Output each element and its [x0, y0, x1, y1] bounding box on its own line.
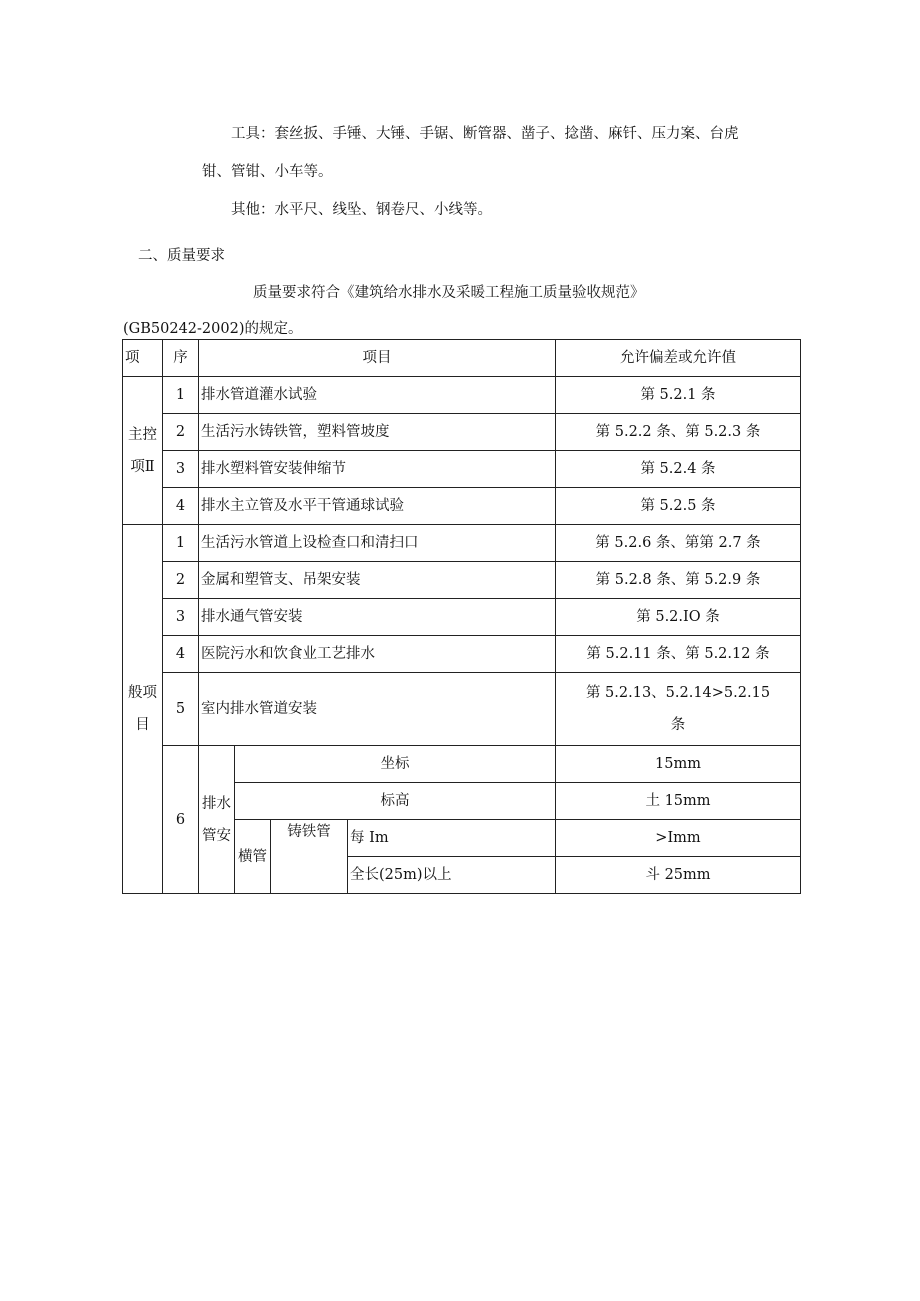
per-meter-label: 每 Im — [348, 820, 556, 857]
seq-cell: 2 — [163, 562, 199, 599]
header-category: 项 — [123, 340, 163, 377]
table-row — [123, 525, 801, 562]
seq-cell: 4 — [163, 488, 199, 525]
item-cell: 医院污水和饮食业工艺排水 — [199, 636, 556, 673]
seq-cell: 1 — [163, 525, 199, 562]
elevation-value: 土 15mm — [556, 783, 801, 820]
table-row — [123, 414, 801, 451]
coordinate-label: 坐标 — [235, 746, 556, 783]
item-cell: 室内排水管道安装 — [199, 673, 556, 746]
section-heading: 二、质量要求 — [138, 248, 225, 264]
general-group-label-line-2: 目 — [135, 717, 150, 733]
item-cell: 排水主立管及水平干管通球试验 — [199, 488, 556, 525]
allowance-cell: 第 5.2.8 条、第 5.2.9 条 — [556, 562, 801, 599]
general-group-label-line-1: 般项 — [128, 685, 157, 701]
table-row — [123, 746, 801, 783]
item-cell: 排水管道灌水试验 — [199, 377, 556, 414]
general-group-label — [123, 525, 163, 894]
seq-cell: 4 — [163, 636, 199, 673]
allowance-cell: 第 5.2.11 条、第 5.2.12 条 — [556, 636, 801, 673]
allowance-cell: 第 5.2.1 条 — [556, 377, 801, 414]
sub-label-line-1: 排水 — [202, 795, 231, 812]
seq-cell: 3 — [163, 451, 199, 488]
full-length-value: 斗 25mm — [556, 857, 801, 894]
header-allowance: 允许偏差或允许值 — [556, 340, 801, 377]
sub-label-line-2: 管安 — [202, 827, 231, 844]
table-row — [123, 377, 801, 414]
tools-line-2: 钳、管钳、小车等。 — [202, 164, 333, 180]
main-control-group-label — [123, 377, 163, 525]
requirement-line-1: 质量要求符合《建筑给水排水及采暖工程施工质量验收规范》 — [253, 285, 645, 301]
elevation-label: 标高 — [235, 783, 556, 820]
drain-pipe-sub-label — [199, 746, 235, 894]
item-cell: 排水塑料管安装伸缩节 — [199, 451, 556, 488]
allowance-cell: 第 5.2.6 条、第第 2.7 条 — [556, 525, 801, 562]
main-group-label-line-2: 项Ⅱ — [130, 458, 155, 475]
table-row — [123, 599, 801, 636]
other-tools-line: 其他：水平尺、线坠、钢卷尺、小线等。 — [231, 202, 492, 218]
table-row — [123, 488, 801, 525]
requirement-line-2: (GB50242-2002)的规定。 — [123, 321, 303, 337]
seq-cell: 6 — [163, 746, 199, 894]
header-item: 项目 — [199, 340, 556, 377]
table-row — [123, 562, 801, 599]
item-cell: 金属和塑管支、吊架安装 — [199, 562, 556, 599]
tools-line-1: 工具：套丝扳、手锤、大锤、手锯、断管器、凿子、捻凿、麻钎、压力案、台虎 — [231, 126, 739, 142]
seq-cell: 2 — [163, 414, 199, 451]
per-meter-value: >Imm — [556, 820, 801, 857]
table-row — [123, 451, 801, 488]
cast-iron-label: 铸铁管 — [271, 820, 348, 894]
allowance-line-1: 第 5.2.13、5.2.14>5.2.15 — [585, 685, 771, 701]
table-header-row — [123, 340, 801, 377]
table-row — [123, 636, 801, 673]
item-cell: 生活污水铸铁管，塑料管坡度 — [199, 414, 556, 451]
allowance-cell: 第 5.2.IO 条 — [556, 599, 801, 636]
allowance-cell — [556, 673, 801, 746]
header-seq: 序 — [163, 340, 199, 377]
seq-cell: 3 — [163, 599, 199, 636]
quality-spec-table — [122, 339, 801, 894]
table-row — [123, 673, 801, 746]
item-cell: 排水通气管安装 — [199, 599, 556, 636]
seq-cell: 1 — [163, 377, 199, 414]
allowance-line-2: 条 — [670, 717, 686, 733]
horizontal-pipe-label: 横管 — [235, 820, 271, 894]
allowance-cell: 第 5.2.5 条 — [556, 488, 801, 525]
allowance-cell: 第 5.2.2 条、第 5.2.3 条 — [556, 414, 801, 451]
seq-cell: 5 — [163, 673, 199, 746]
item-cell: 生活污水管道上设检查口和清扫口 — [199, 525, 556, 562]
coordinate-value: 15mm — [556, 746, 801, 783]
full-length-label: 全长(25m)以上 — [348, 857, 556, 894]
allowance-cell: 第 5.2.4 条 — [556, 451, 801, 488]
main-group-label-line-1: 主控 — [128, 426, 157, 443]
